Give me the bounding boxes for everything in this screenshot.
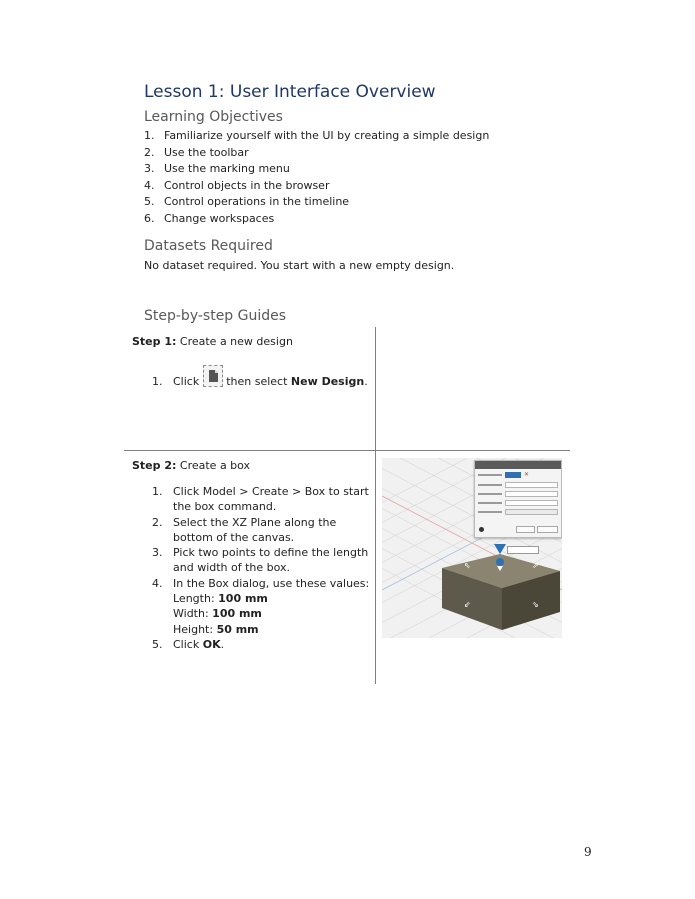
datasets-text: No dataset required. You start with a new empty design. xyxy=(144,259,455,272)
drag-arrow-icon: ⇙ xyxy=(464,600,471,609)
objective-item: 1. Familiarize yourself with the UI by creating a simple design xyxy=(144,129,490,142)
step1-heading: Step 1: Create a new design xyxy=(132,335,293,348)
objective-item: 2. Use the toolbar xyxy=(144,145,249,159)
step1-item: 1. Click then select New Design. xyxy=(152,375,368,388)
step2-heading: Step 2: Create a box xyxy=(132,459,251,472)
new-file-icon[interactable] xyxy=(203,365,223,387)
step2-item: 2. Select the XZ Plane along the bottom of the canvas. xyxy=(152,515,337,544)
objective-item: 5. Control operations in the timeline xyxy=(144,195,350,208)
drag-arrow-icon: ⇗ xyxy=(532,561,539,570)
close-icon[interactable]: ✕ xyxy=(524,471,530,478)
box-dialog xyxy=(474,460,562,538)
ok-button[interactable] xyxy=(516,526,535,533)
length-row[interactable] xyxy=(478,482,558,488)
height-row[interactable] xyxy=(478,500,558,506)
drag-arrow-icon: ⇖ xyxy=(464,561,471,570)
step2-item: 3. Pick two points to define the length and width of the box. xyxy=(152,546,369,575)
lesson-title: Lesson 1: User Interface Overview xyxy=(144,82,436,102)
objective-item: 4. Control objects in the browser xyxy=(144,178,330,192)
table-vertical-rule xyxy=(375,327,376,684)
width-row[interactable] xyxy=(478,491,558,497)
box-dialog-screenshot xyxy=(382,458,562,638)
step2-item: 4. In the Box dialog, use these values: Length: 100 mm Width: 100 mm Height: 50 mm xyxy=(152,576,370,636)
objectives-list xyxy=(144,128,489,227)
datasets-heading: Datasets Required xyxy=(144,238,273,254)
placement-row xyxy=(478,472,558,478)
drag-arrow-icon: ⇘ xyxy=(532,600,539,609)
dimension-input[interactable] xyxy=(507,546,539,554)
step2-list xyxy=(152,484,374,652)
step2-item: 1. Click Model > Create > Box to start the box command. xyxy=(152,485,369,514)
objectives-heading: Learning Objectives xyxy=(144,109,283,125)
guides-heading: Step-by-step Guides xyxy=(144,308,287,324)
operation-row[interactable] xyxy=(478,509,558,515)
cancel-button[interactable] xyxy=(537,526,558,533)
page-number: 9 xyxy=(584,845,592,859)
table-horizontal-rule xyxy=(124,450,570,451)
objective-item: 3. Use the marking menu xyxy=(144,162,290,175)
objective-item: 6. Change workspaces xyxy=(144,211,275,225)
step2-item: 5. Click OK. xyxy=(152,637,225,651)
info-icon[interactable] xyxy=(479,527,484,532)
dialog-titlebar[interactable] xyxy=(475,461,561,469)
